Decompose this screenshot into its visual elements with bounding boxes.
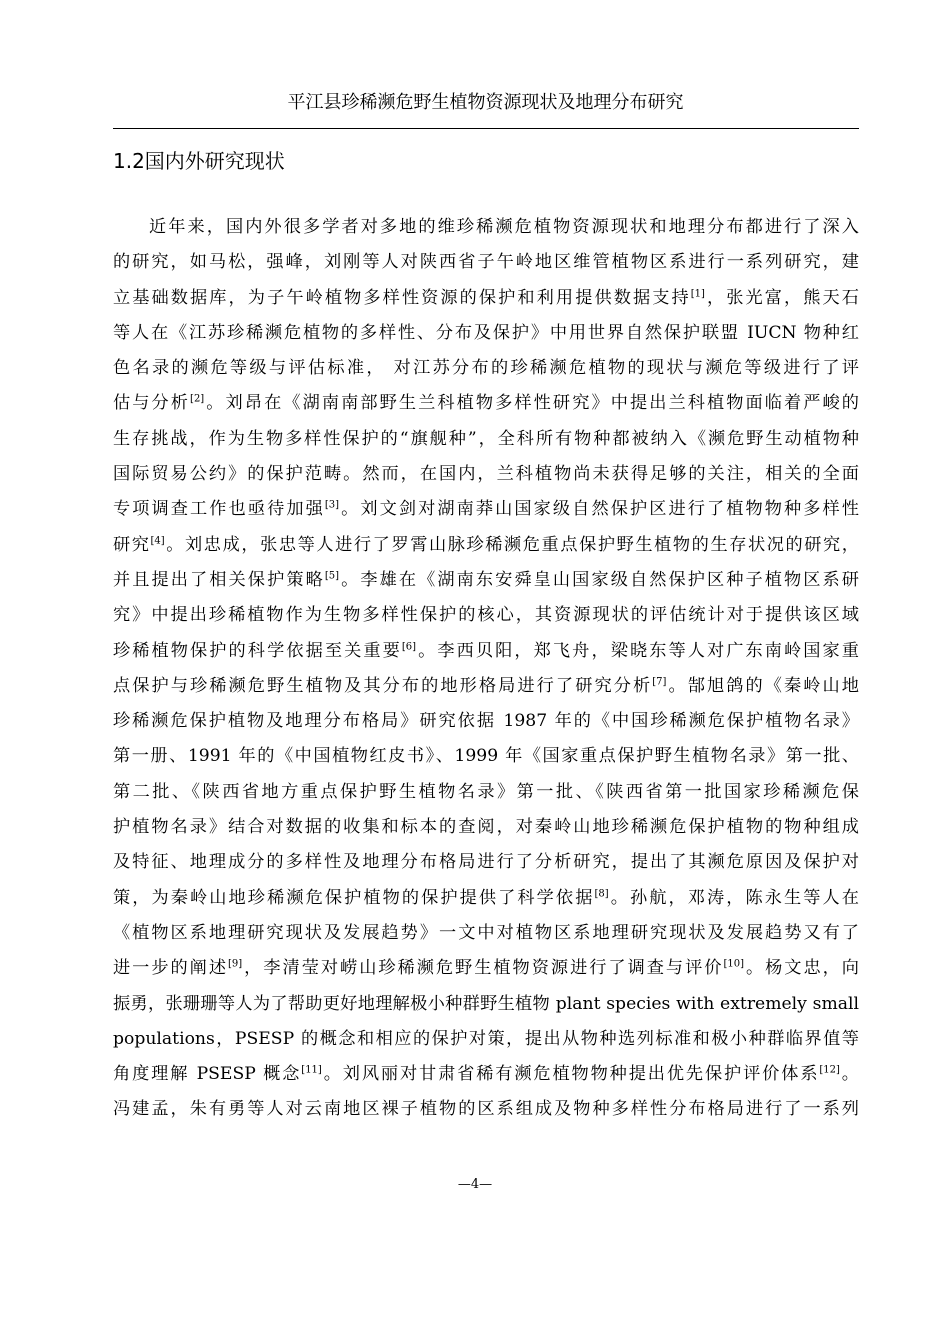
- text-line: [113, 245, 859, 280]
- citation-ref: [5]: [324, 570, 340, 582]
- text-line: [113, 810, 859, 845]
- text-line: [113, 704, 859, 739]
- text-segment: ，张光富，熊天石: [704, 287, 859, 308]
- running-header: 平江县珍稀濒危野生植物资源现状及地理分布研究: [287, 92, 684, 113]
- text-line: [113, 951, 859, 986]
- text-segment: 冯建孟，朱有勇等人对云南地区裸子植物的区系组成及物种多样性分布格局进行了一系列: [113, 1099, 859, 1120]
- text-segment: 。刘风丽对甘肃省稀有濒危植物物种提出优先保护评价体系: [321, 1064, 820, 1085]
- text-line: [113, 775, 859, 810]
- page-number: —4—: [457, 1177, 493, 1192]
- text-segment: 色名录的濒危等级与评估标准， 对江苏分布的珍稀濒危植物的现状与濒危等级进行了评: [113, 358, 859, 379]
- text-segment: 点保护与珍稀濒危野生植物及其分布的地形格局进行了研究分析: [113, 675, 653, 696]
- text-line: [113, 351, 859, 386]
- citation-ref: [3]: [324, 499, 340, 511]
- citation-ref: [2]: [190, 393, 205, 405]
- text-segment: 。孙航，邓涛，陈永生等人在: [608, 887, 859, 908]
- text-segment: 研究: [113, 534, 151, 555]
- text-segment: 第一册、1991 年的《中国植物红皮书》、1999 年《国家重点保护野生植物名录》第一批、: [113, 746, 859, 767]
- text-segment: 。李雄在《湖南东安舜皇山国家级自然保护区种子植物区系研: [339, 569, 859, 590]
- citation-ref: [6]: [401, 640, 417, 652]
- text-segment: 。李西贝阳，郑飞舟，梁晓东等人对广东南岭国家重: [416, 640, 859, 661]
- text-segment: 护植物名录》结合对数据的收集和标本的查阅，对秦岭山地珍稀濒危保护植物的物种组成: [113, 817, 859, 838]
- text-line: [113, 916, 859, 951]
- text-segment: 立基础数据库，为子午岭植物多样性资源的保护和利用提供数据支持: [113, 287, 691, 308]
- citation-ref: [12]: [819, 1064, 840, 1076]
- text-segment: 近年来，国内外很多学者对多地的维珍稀濒危植物资源现状和地理分布都进行了深入: [149, 217, 859, 237]
- text-segment: 策，为秦岭山地珍稀濒危保护植物的保护提供了科学依据: [113, 887, 595, 908]
- text-line: [113, 845, 859, 880]
- citation-ref: [9]: [228, 958, 243, 970]
- text-line: [113, 669, 859, 704]
- text-line: [113, 881, 859, 916]
- text-segment: 。郜旭鸽的《秦岭山地: [666, 675, 859, 696]
- text-line: [113, 210, 859, 245]
- text-segment: 及特征、地理成分的多样性及地理分布格局进行了分析研究，提出了其濒危原因及保护对: [113, 852, 859, 873]
- text-line: [113, 563, 859, 598]
- section-title: 1.2国内外研究现状: [113, 149, 285, 173]
- text-line: [113, 1057, 859, 1092]
- text-line: [113, 987, 859, 1022]
- text-line: [113, 528, 859, 563]
- text-segment: 。刘忠成，张忠等人进行了罗霄山脉珍稀濒危重点保护野生植物的生存状况的研究，: [164, 534, 859, 555]
- text-segment: 。刘昂在《湖南南部野生兰科植物多样性研究》中提出兰科植物面临着严峻的: [204, 393, 859, 414]
- text-segment: 等人在《江苏珍稀濒危植物的多样性、分布及保护》中用世界自然保护联盟 IUCN 物种红: [113, 322, 859, 343]
- text-line: [113, 634, 859, 669]
- citation-ref: [4]: [150, 534, 165, 546]
- text-line: [113, 1092, 859, 1127]
- header-rule: [113, 128, 859, 129]
- text-segment: 估与分析: [113, 393, 191, 414]
- text-segment: 角度理解 PSESP 概念: [113, 1064, 302, 1085]
- text-segment: 进一步的阐述: [113, 958, 229, 979]
- text-segment: populations，PSESP 的概念和相应的保护对策，提出从物种选列标准和极小种群临界值等: [113, 1028, 859, 1049]
- text-line: [113, 492, 859, 527]
- text-segment: 第二批、《陕西省地方重点保护野生植物名录》第一批、《陕西省第一批国家珍稀濒危保: [113, 781, 859, 802]
- text-line: [113, 281, 859, 316]
- text-line: [113, 1022, 859, 1057]
- text-segment: 生存挑战，作为生物多样性保护的“旗舰种”，全科所有物种都被纳入《濒危野生动植物种: [113, 428, 859, 449]
- text-segment: 珍稀濒危保护植物及地理分布格局》研究依据 1987 年的《中国珍稀濒危保护植物名录》: [113, 711, 859, 732]
- text-line: [113, 422, 859, 457]
- text-segment: 专项调查工作也亟待加强: [113, 499, 325, 520]
- text-segment: 珍稀植物保护的科学依据至关重要: [113, 640, 402, 661]
- text-segment: 。杨文忠，向: [743, 958, 859, 979]
- text-segment: ，李清莹对崂山珍稀濒危野生植物资源进行了调查与评价: [242, 958, 724, 979]
- body-paragraph: [113, 210, 859, 1128]
- citation-ref: [7]: [652, 676, 667, 688]
- text-line: [113, 386, 859, 421]
- text-line: [113, 316, 859, 351]
- citation-ref: [11]: [301, 1064, 322, 1076]
- text-line: [113, 457, 859, 492]
- text-segment: 国际贸易公约》的保护范畴。然而，在国内，兰科植物尚未获得足够的关注，相关的全面: [113, 464, 859, 485]
- text-line: [113, 739, 859, 774]
- text-segment: 的研究，如马松，强峰，刘刚等人对陕西省子午岭地区维管植物区系进行一系列研究，建: [113, 252, 859, 273]
- text-line: [113, 598, 859, 633]
- text-segment: 究》中提出珍稀植物作为生物多样性保护的核心，其资源现状的评估统计对于提供该区域: [113, 605, 859, 626]
- text-segment: 。刘文剑对湖南莽山国家级自然保护区进行了植物物种多样性: [339, 499, 859, 520]
- text-segment: 振勇，张珊珊等人为了帮助更好地理解极小种群野生植物 plant species with extremely small: [113, 993, 859, 1014]
- citation-ref: [8]: [594, 887, 609, 899]
- text-segment: 并且提出了相关保护策略: [113, 569, 325, 590]
- text-segment: 《植物区系地理研究现状及发展趋势》一文中对植物区系地理研究现状及发展趋势又有了: [113, 922, 859, 943]
- citation-ref: [1]: [690, 287, 705, 299]
- citation-ref: [10]: [723, 958, 744, 970]
- text-segment: 。: [839, 1064, 859, 1085]
